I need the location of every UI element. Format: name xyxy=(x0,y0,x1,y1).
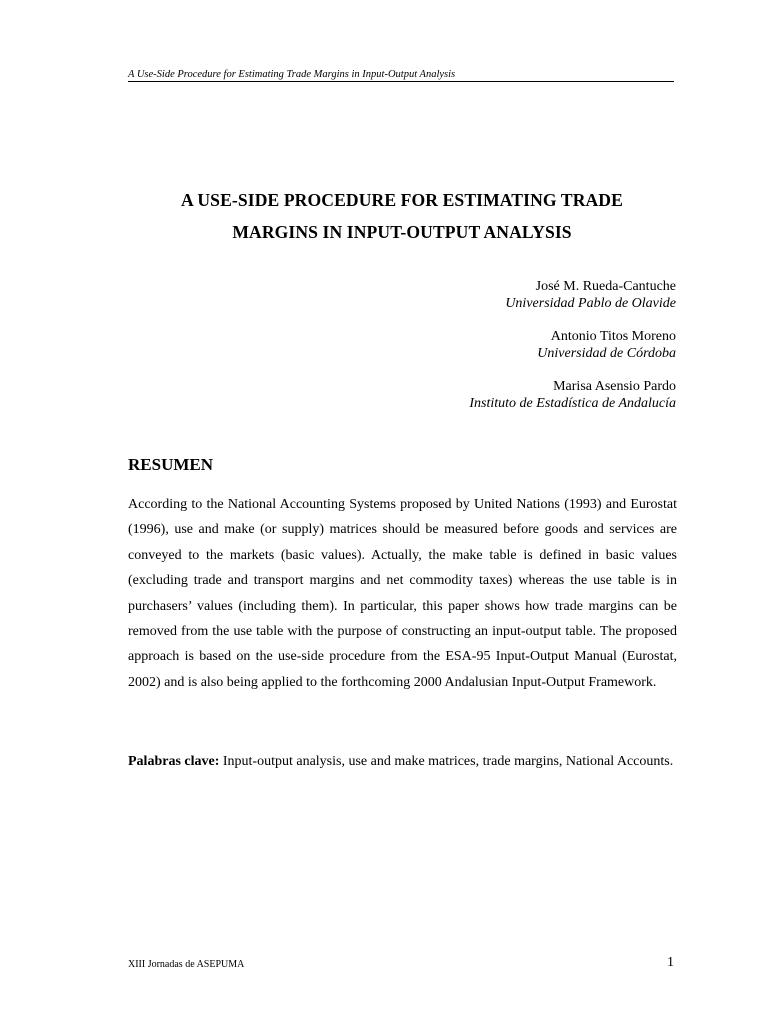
page-number: 1 xyxy=(667,955,674,970)
paper-title xyxy=(100,184,704,248)
author-affiliation: Universidad de Córdoba xyxy=(537,346,676,361)
abstract-heading: RESUMEN xyxy=(128,455,214,474)
author-block xyxy=(469,378,676,412)
author-block xyxy=(537,328,676,362)
author-name: José M. Rueda-Cantuche xyxy=(535,279,676,294)
footer-conference: XIII Jornadas de ASEPUMA xyxy=(128,959,245,970)
author-block xyxy=(505,278,676,312)
abstract-body: According to the National Accounting Systems proposed by United Nations (1993) and Eurostat (1996), use and make (or supply) matrices should be measured before goods and services are conveyed to the markets (basic values). Actually, the make table is defined in basic values (excluding trade and transport margins and net commodity taxes) whereas the use table is in purchasers’ values (including them). In particular, this paper shows how trade margins can be removed from the use table with the purpose of constructing an input-output table. The proposed approach is based on the use-side procedure from the ESA-95 Input-Output Manual (Eurostat, 2002) and is also being applied to the forthcoming 2000 Andalusian Input-Output Framework. xyxy=(128,497,677,690)
keywords-paragraph xyxy=(128,753,677,771)
author-affiliation: Universidad Pablo de Olavide xyxy=(505,296,676,311)
running-header xyxy=(128,68,674,82)
keywords-text: Input-output analysis, use and make matrices, trade margins, National Accounts. xyxy=(219,754,674,769)
author-name: Marisa Asensio Pardo xyxy=(553,379,676,394)
paper-title-line-1: A USE-SIDE PROCEDURE FOR ESTIMATING TRADE xyxy=(181,190,623,210)
paper-title-line-2: MARGINS IN INPUT-OUTPUT ANALYSIS xyxy=(232,222,572,242)
running-header-title: A Use-Side Procedure for Estimating Trade Margins in Input-Output Analysis xyxy=(128,69,456,80)
keywords-label: Palabras clave: xyxy=(128,754,220,769)
author-affiliation: Instituto de Estadística de Andalucía xyxy=(469,396,676,411)
author-name: Antonio Titos Moreno xyxy=(550,329,676,344)
